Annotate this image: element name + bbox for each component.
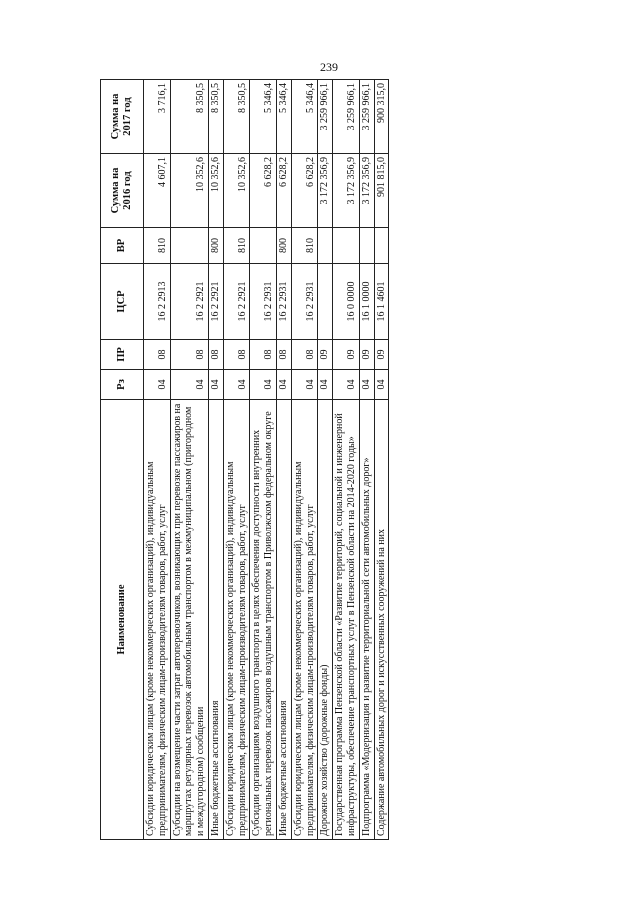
cell-sum-2016: 6 628,2 <box>291 154 318 228</box>
header-sum-2016: Сумма на 2016 год <box>101 154 144 228</box>
cell-sum-2016: 6 628,2 <box>250 154 277 228</box>
cell-name: Подпрограмма «Модернизация и развитие территориальной сети автомобильных дорог» <box>359 400 374 840</box>
cell-name: Субсидии на возмещение части затрат автоперевозчиков, возникающих при перевозке пассажиров на маршрутах регулярных перевозок автомобильным транспортом в межмуниципальном (пригородном и междугородном) сообщении <box>170 400 208 840</box>
table-row <box>291 80 318 840</box>
cell-sum-2016: 10 352,6 <box>208 154 223 228</box>
table-row <box>170 80 208 840</box>
cell-vr <box>333 228 360 264</box>
rotated-page <box>100 80 550 840</box>
cell-sum-2017: 3 259 966,1 <box>359 80 374 154</box>
cell-csr: 16 2 2913 <box>144 264 171 340</box>
header-pr: ПР <box>101 340 144 370</box>
cell-vr: 800 <box>208 228 223 264</box>
header-vr: ВР <box>101 228 144 264</box>
header-rz: Рз <box>101 370 144 400</box>
cell-sum-2017: 900 315,0 <box>374 80 389 154</box>
cell-sum-2016: 10 352,6 <box>170 154 208 228</box>
cell-sum-2016: 6 628,2 <box>276 154 291 228</box>
cell-sum-2016: 3 172 356,9 <box>318 154 333 228</box>
cell-name: Содержание автомобильных дорог и искусственных сооружений на них <box>374 400 389 840</box>
cell-rz: 04 <box>333 370 360 400</box>
cell-rz: 04 <box>318 370 333 400</box>
cell-rz: 04 <box>208 370 223 400</box>
cell-vr: 800 <box>276 228 291 264</box>
table-row <box>208 80 223 840</box>
cell-sum-2017: 3 259 966,1 <box>333 80 360 154</box>
cell-vr <box>170 228 208 264</box>
cell-pr: 08 <box>223 340 250 370</box>
cell-pr: 09 <box>333 340 360 370</box>
cell-rz: 04 <box>144 370 171 400</box>
cell-name: Субсидии юридическим лицам (кроме некоммерческих организаций), индивидуальным предпринимателям, физическим лицам-производителям товаров, работ, услуг <box>291 400 318 840</box>
cell-name: Субсидии юридическим лицам (кроме некоммерческих организаций), индивидуальным предпринимателям, физическим лицам-производителям товаров, работ, услуг <box>144 400 171 840</box>
cell-name: Государственная программа Пензенской области «Развитие территорий, социальной и инженерной инфраструктуры, обеспечение транспортных услуг в Пензенской области на 2014-2020 годы» <box>333 400 360 840</box>
table-row <box>374 80 389 840</box>
cell-csr <box>318 264 333 340</box>
cell-rz: 04 <box>170 370 208 400</box>
cell-rz: 04 <box>359 370 374 400</box>
cell-vr <box>374 228 389 264</box>
budget-table <box>100 79 389 840</box>
cell-rz: 04 <box>250 370 277 400</box>
cell-rz: 04 <box>276 370 291 400</box>
cell-rz: 04 <box>291 370 318 400</box>
cell-csr: 16 2 2921 <box>170 264 208 340</box>
cell-pr: 09 <box>318 340 333 370</box>
cell-sum-2016: 3 172 356,9 <box>333 154 360 228</box>
table-row <box>250 80 277 840</box>
cell-rz: 04 <box>374 370 389 400</box>
header-sum-2017: Сумма на 2017 год <box>101 80 144 154</box>
cell-name: Иные бюджетные ассигнования <box>208 400 223 840</box>
header-csr: ЦСР <box>101 264 144 340</box>
cell-vr <box>359 228 374 264</box>
cell-pr: 08 <box>144 340 171 370</box>
cell-sum-2017: 8 350,5 <box>208 80 223 154</box>
cell-name: Дорожное хозяйство (дорожные фонды) <box>318 400 333 840</box>
cell-vr: 810 <box>144 228 171 264</box>
cell-sum-2017: 8 350,5 <box>223 80 250 154</box>
cell-sum-2017: 3 259 966,1 <box>318 80 333 154</box>
cell-pr: 09 <box>374 340 389 370</box>
table-row <box>359 80 374 840</box>
cell-name: Иные бюджетные ассигнования <box>276 400 291 840</box>
cell-sum-2016: 901 815,0 <box>374 154 389 228</box>
table-row <box>333 80 360 840</box>
cell-rz: 04 <box>223 370 250 400</box>
table-header-row <box>101 80 144 840</box>
cell-pr: 08 <box>170 340 208 370</box>
cell-sum-2016: 10 352,6 <box>223 154 250 228</box>
page-number: 239 <box>320 60 338 74</box>
cell-csr: 16 1 4601 <box>374 264 389 340</box>
cell-pr: 08 <box>250 340 277 370</box>
cell-pr: 08 <box>276 340 291 370</box>
cell-pr: 09 <box>359 340 374 370</box>
header-name: Наименование <box>101 400 144 840</box>
cell-name: Субсидии организациям воздушного транспорта в целях обеспечения доступности внутренних региональных перевозок пассажиров воздушным транспортом в Приволжском федеральном округе <box>250 400 277 840</box>
cell-vr <box>250 228 277 264</box>
cell-csr: 16 2 2931 <box>276 264 291 340</box>
cell-name: Субсидии юридическим лицам (кроме некоммерческих организаций), индивидуальным предпринимателям, физическим лицам-производителям товаров, работ, услуг <box>223 400 250 840</box>
cell-csr: 16 2 2931 <box>250 264 277 340</box>
cell-sum-2017: 5 346,4 <box>291 80 318 154</box>
cell-csr: 16 1 0000 <box>359 264 374 340</box>
table-row <box>223 80 250 840</box>
cell-csr: 16 2 2921 <box>208 264 223 340</box>
cell-sum-2017: 8 350,5 <box>170 80 208 154</box>
table-row <box>318 80 333 840</box>
cell-csr: 16 0 0000 <box>333 264 360 340</box>
cell-sum-2017: 3 716,1 <box>144 80 171 154</box>
cell-vr: 810 <box>291 228 318 264</box>
cell-csr: 16 2 2921 <box>223 264 250 340</box>
cell-csr: 16 2 2931 <box>291 264 318 340</box>
cell-sum-2016: 4 607,1 <box>144 154 171 228</box>
cell-sum-2017: 5 346,4 <box>250 80 277 154</box>
cell-vr: 810 <box>223 228 250 264</box>
cell-pr: 08 <box>208 340 223 370</box>
table-row <box>276 80 291 840</box>
cell-sum-2016: 3 172 356,9 <box>359 154 374 228</box>
cell-vr <box>318 228 333 264</box>
cell-sum-2017: 5 346,4 <box>276 80 291 154</box>
table-row <box>144 80 171 840</box>
cell-pr: 08 <box>291 340 318 370</box>
